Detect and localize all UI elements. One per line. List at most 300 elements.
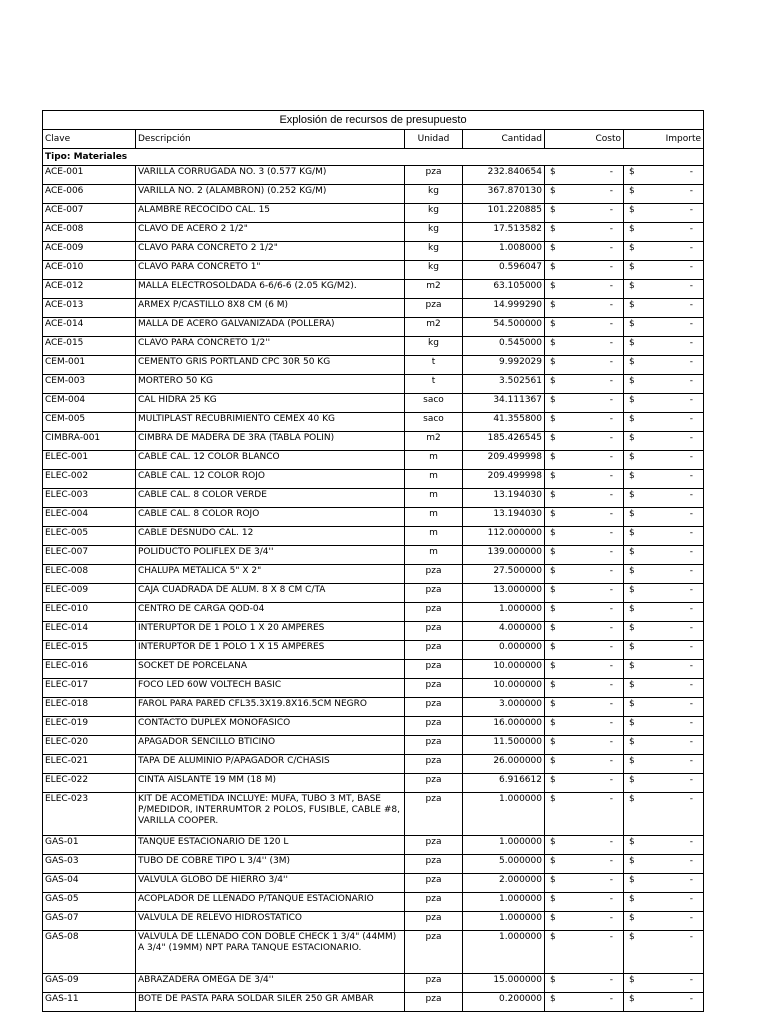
currency-symbol: $ xyxy=(629,300,635,310)
empty-value: - xyxy=(689,281,694,291)
table-row xyxy=(43,931,704,974)
cell-descripcion: VARILLA NO. 2 (ALAMBRON) (0.252 KG/M) xyxy=(136,185,405,204)
cell-cantidad: 10.000000 xyxy=(463,660,545,679)
currency-symbol: $ xyxy=(629,604,635,614)
cell-unidad: pza xyxy=(405,774,463,793)
cell-unidad: m xyxy=(405,489,463,508)
cell-importe xyxy=(624,755,704,774)
cell-cantidad: 367.870130 xyxy=(463,185,545,204)
cell-importe xyxy=(624,793,704,836)
table-row xyxy=(43,546,704,565)
cell-descripcion: CENTRO DE CARGA QOD-04 xyxy=(136,603,405,622)
currency-symbol: $ xyxy=(550,837,556,847)
currency-symbol: $ xyxy=(629,856,635,866)
empty-value: - xyxy=(609,913,613,923)
currency-symbol: $ xyxy=(629,894,635,904)
cell-clave: CEM-003 xyxy=(43,375,136,394)
empty-value: - xyxy=(689,661,694,671)
empty-value: - xyxy=(689,932,694,942)
table-row xyxy=(43,622,704,641)
table-row xyxy=(43,356,704,375)
cell-cantidad: 41.355800 xyxy=(463,413,545,432)
cell-cantidad: 1.000000 xyxy=(463,793,545,836)
currency-symbol: $ xyxy=(550,452,556,462)
currency-symbol: $ xyxy=(550,699,556,709)
cell-importe xyxy=(624,893,704,912)
cell-unidad: pza xyxy=(405,974,463,993)
empty-value: - xyxy=(689,699,694,709)
table-row xyxy=(43,375,704,394)
column-header-costo: Costo xyxy=(545,130,624,149)
currency-symbol: $ xyxy=(629,490,635,500)
cell-unidad: t xyxy=(405,356,463,375)
cell-importe xyxy=(624,974,704,993)
cell-unidad: pza xyxy=(405,993,463,1012)
cell-costo xyxy=(545,836,624,855)
cell-cantidad: 0.545000 xyxy=(463,337,545,356)
empty-value: - xyxy=(609,604,613,614)
table-row xyxy=(43,603,704,622)
cell-unidad: m xyxy=(405,546,463,565)
cell-descripcion: CLAVO PARA CONCRETO 2 1/2" xyxy=(136,242,405,261)
currency-symbol: $ xyxy=(629,452,635,462)
empty-value: - xyxy=(689,994,694,1004)
empty-value: - xyxy=(609,319,613,329)
table-row xyxy=(43,874,704,893)
cell-descripcion: KIT DE ACOMETIDA INCLUYE: MUFA, TUBO 3 MT, BASE P/MEDIDOR, INTERRUMTOR 2 POLOS, FUSIBLE, CABLE #8, VARILLA COOPER. xyxy=(136,793,405,836)
column-header-row xyxy=(43,130,704,149)
currency-symbol: $ xyxy=(550,856,556,866)
table-row xyxy=(43,774,704,793)
empty-value: - xyxy=(609,414,613,424)
cell-cantidad: 139.000000 xyxy=(463,546,545,565)
cell-descripcion: ALAMBRE RECOCIDO CAL. 15 xyxy=(136,204,405,223)
cell-importe xyxy=(624,470,704,489)
cell-unidad: kg xyxy=(405,185,463,204)
cell-cantidad: 0.596047 xyxy=(463,261,545,280)
currency-symbol: $ xyxy=(550,913,556,923)
empty-value: - xyxy=(609,395,613,405)
cell-clave: ELEC-005 xyxy=(43,527,136,546)
cell-costo xyxy=(545,337,624,356)
currency-symbol: $ xyxy=(550,528,556,538)
cell-descripcion: TUBO DE COBRE TIPO L 3/4'' (3M) xyxy=(136,855,405,874)
cell-clave: GAS-03 xyxy=(43,855,136,874)
cell-cantidad: 3.000000 xyxy=(463,698,545,717)
currency-symbol: $ xyxy=(629,338,635,348)
cell-cantidad: 0.000000 xyxy=(463,641,545,660)
currency-symbol: $ xyxy=(550,775,556,785)
cell-cantidad: 0.200000 xyxy=(463,993,545,1012)
empty-value: - xyxy=(609,452,613,462)
cell-importe xyxy=(624,584,704,603)
cell-unidad: pza xyxy=(405,166,463,185)
cell-costo xyxy=(545,679,624,698)
empty-value: - xyxy=(689,357,694,367)
currency-symbol: $ xyxy=(550,319,556,329)
cell-costo xyxy=(545,974,624,993)
empty-value: - xyxy=(609,756,613,766)
cell-importe xyxy=(624,261,704,280)
empty-value: - xyxy=(689,604,694,614)
table-row xyxy=(43,698,704,717)
cell-descripcion: CABLE CAL. 8 COLOR VERDE xyxy=(136,489,405,508)
cell-descripcion: CAJA CUADRADA DE ALUM. 8 X 8 CM C/TA xyxy=(136,584,405,603)
empty-value: - xyxy=(609,975,613,985)
cell-descripcion: VALVULA GLOBO DE HIERRO 3/4'' xyxy=(136,874,405,893)
cell-unidad: pza xyxy=(405,603,463,622)
cell-cantidad: 209.499998 xyxy=(463,470,545,489)
empty-value: - xyxy=(609,661,613,671)
empty-value: - xyxy=(609,875,613,885)
cell-unidad: m2 xyxy=(405,432,463,451)
cell-unidad: pza xyxy=(405,836,463,855)
table-row xyxy=(43,736,704,755)
currency-symbol: $ xyxy=(550,975,556,985)
cell-clave: GAS-04 xyxy=(43,874,136,893)
table-row xyxy=(43,565,704,584)
cell-descripcion: MORTERO 50 KG xyxy=(136,375,405,394)
cell-cantidad: 15.000000 xyxy=(463,974,545,993)
table-row xyxy=(43,679,704,698)
cell-cantidad: 16.000000 xyxy=(463,717,545,736)
cell-clave: ELEC-023 xyxy=(43,793,136,836)
empty-value: - xyxy=(689,509,694,519)
cell-importe xyxy=(624,736,704,755)
cell-descripcion: ABRAZADERA OMEGA DE 3/4'' xyxy=(136,974,405,993)
table-row xyxy=(43,204,704,223)
currency-symbol: $ xyxy=(550,224,556,234)
cell-descripcion: CABLE CAL. 8 COLOR ROJO xyxy=(136,508,405,527)
cell-unidad: kg xyxy=(405,261,463,280)
budget-resources-table xyxy=(42,110,704,1012)
cell-costo xyxy=(545,280,624,299)
cell-costo xyxy=(545,660,624,679)
currency-symbol: $ xyxy=(629,357,635,367)
cell-unidad: m xyxy=(405,470,463,489)
cell-importe xyxy=(624,166,704,185)
table-row xyxy=(43,185,704,204)
cell-importe xyxy=(624,565,704,584)
cell-costo xyxy=(545,755,624,774)
cell-clave: ELEC-014 xyxy=(43,622,136,641)
cell-importe xyxy=(624,912,704,931)
empty-value: - xyxy=(609,338,613,348)
empty-value: - xyxy=(609,300,613,310)
cell-clave: CIMBRA-001 xyxy=(43,432,136,451)
empty-value: - xyxy=(689,205,694,215)
table-row xyxy=(43,755,704,774)
cell-costo xyxy=(545,413,624,432)
cell-importe xyxy=(624,223,704,242)
currency-symbol: $ xyxy=(629,699,635,709)
table-row xyxy=(43,299,704,318)
empty-value: - xyxy=(609,718,613,728)
cell-importe xyxy=(624,489,704,508)
cell-importe xyxy=(624,318,704,337)
section-title: Tipo: Materiales xyxy=(43,149,704,166)
empty-value: - xyxy=(609,894,613,904)
cell-costo xyxy=(545,565,624,584)
cell-importe xyxy=(624,299,704,318)
cell-importe xyxy=(624,679,704,698)
cell-costo xyxy=(545,603,624,622)
cell-cantidad: 13.000000 xyxy=(463,584,545,603)
empty-value: - xyxy=(609,509,613,519)
currency-symbol: $ xyxy=(550,623,556,633)
cell-clave: GAS-08 xyxy=(43,931,136,974)
cell-costo xyxy=(545,993,624,1012)
empty-value: - xyxy=(689,894,694,904)
currency-symbol: $ xyxy=(629,319,635,329)
currency-symbol: $ xyxy=(550,471,556,481)
currency-symbol: $ xyxy=(629,775,635,785)
cell-cantidad: 1.008000 xyxy=(463,242,545,261)
cell-clave: ELEC-009 xyxy=(43,584,136,603)
currency-symbol: $ xyxy=(629,737,635,747)
currency-symbol: $ xyxy=(550,932,556,942)
cell-importe xyxy=(624,641,704,660)
empty-value: - xyxy=(689,186,694,196)
cell-clave: ELEC-019 xyxy=(43,717,136,736)
empty-value: - xyxy=(609,243,613,253)
table-row xyxy=(43,660,704,679)
cell-descripcion: CLAVO PARA CONCRETO 1/2'' xyxy=(136,337,405,356)
currency-symbol: $ xyxy=(629,718,635,728)
empty-value: - xyxy=(609,490,613,500)
table-row xyxy=(43,261,704,280)
cell-cantidad: 1.000000 xyxy=(463,603,545,622)
cell-cantidad: 2.000000 xyxy=(463,874,545,893)
column-header-unidad: Unidad xyxy=(405,130,463,149)
cell-descripcion: MALLA ELECTROSOLDADA 6-6/6-6 (2.05 KG/M2). xyxy=(136,280,405,299)
cell-unidad: pza xyxy=(405,660,463,679)
cell-costo xyxy=(545,508,624,527)
cell-descripcion: MALLA DE ACERO GALVANIZADA (POLLERA) xyxy=(136,318,405,337)
cell-descripcion: POLIDUCTO POLIFLEX DE 3/4'' xyxy=(136,546,405,565)
cell-costo xyxy=(545,931,624,974)
empty-value: - xyxy=(609,623,613,633)
currency-symbol: $ xyxy=(629,376,635,386)
cell-clave: GAS-07 xyxy=(43,912,136,931)
column-header-importe: Importe xyxy=(624,130,704,149)
cell-importe xyxy=(624,185,704,204)
table-row xyxy=(43,337,704,356)
cell-clave: CEM-004 xyxy=(43,394,136,413)
table-row xyxy=(43,855,704,874)
cell-unidad: kg xyxy=(405,242,463,261)
currency-symbol: $ xyxy=(550,205,556,215)
cell-cantidad: 17.513582 xyxy=(463,223,545,242)
cell-cantidad: 1.000000 xyxy=(463,912,545,931)
table-row xyxy=(43,641,704,660)
cell-cantidad: 27.500000 xyxy=(463,565,545,584)
cell-unidad: kg xyxy=(405,204,463,223)
cell-cantidad: 1.000000 xyxy=(463,931,545,974)
cell-descripcion: CABLE DESNUDO CAL. 12 xyxy=(136,527,405,546)
cell-clave: ELEC-018 xyxy=(43,698,136,717)
empty-value: - xyxy=(609,837,613,847)
currency-symbol: $ xyxy=(629,528,635,538)
table-row xyxy=(43,717,704,736)
currency-symbol: $ xyxy=(550,490,556,500)
cell-unidad: pza xyxy=(405,755,463,774)
cell-importe xyxy=(624,874,704,893)
empty-value: - xyxy=(689,585,694,595)
cell-cantidad: 209.499998 xyxy=(463,451,545,470)
empty-value: - xyxy=(689,680,694,690)
currency-symbol: $ xyxy=(550,547,556,557)
currency-symbol: $ xyxy=(629,167,635,177)
currency-symbol: $ xyxy=(550,167,556,177)
empty-value: - xyxy=(689,528,694,538)
cell-unidad: m2 xyxy=(405,280,463,299)
currency-symbol: $ xyxy=(629,794,635,804)
cell-cantidad: 1.000000 xyxy=(463,893,545,912)
cell-clave: ELEC-021 xyxy=(43,755,136,774)
currency-symbol: $ xyxy=(550,243,556,253)
currency-symbol: $ xyxy=(550,604,556,614)
empty-value: - xyxy=(689,775,694,785)
currency-symbol: $ xyxy=(629,566,635,576)
cell-clave: ELEC-022 xyxy=(43,774,136,793)
cell-cantidad: 26.000000 xyxy=(463,755,545,774)
empty-value: - xyxy=(689,737,694,747)
table-row xyxy=(43,893,704,912)
cell-importe xyxy=(624,394,704,413)
cell-unidad: m xyxy=(405,451,463,470)
cell-descripcion: CABLE CAL. 12 COLOR BLANCO xyxy=(136,451,405,470)
currency-symbol: $ xyxy=(550,357,556,367)
currency-symbol: $ xyxy=(629,623,635,633)
table-row xyxy=(43,166,704,185)
currency-symbol: $ xyxy=(550,794,556,804)
empty-value: - xyxy=(689,414,694,424)
cell-descripcion: INTERUPTOR DE 1 POLO 1 X 20 AMPERES xyxy=(136,622,405,641)
cell-clave: ELEC-017 xyxy=(43,679,136,698)
currency-symbol: $ xyxy=(550,718,556,728)
currency-symbol: $ xyxy=(550,566,556,576)
empty-value: - xyxy=(609,680,613,690)
cell-descripcion: INTERUPTOR DE 1 POLO 1 X 15 AMPERES xyxy=(136,641,405,660)
cell-unidad: m2 xyxy=(405,318,463,337)
empty-value: - xyxy=(689,623,694,633)
cell-cantidad: 185.426545 xyxy=(463,432,545,451)
empty-value: - xyxy=(689,975,694,985)
empty-value: - xyxy=(609,205,613,215)
empty-value: - xyxy=(689,167,694,177)
cell-descripcion: TAPA DE ALUMINIO P/APAGADOR C/CHASIS xyxy=(136,755,405,774)
cell-descripcion: VALVULA DE LLENADO CON DOBLE CHECK 1 3/4" (44MM) A 3/4" (19MM) NPT PARA TANQUE ESTACIONARIO. xyxy=(136,931,405,974)
cell-costo xyxy=(545,893,624,912)
cell-cantidad: 10.000000 xyxy=(463,679,545,698)
currency-symbol: $ xyxy=(629,224,635,234)
empty-value: - xyxy=(609,262,613,272)
currency-symbol: $ xyxy=(629,642,635,652)
table-row xyxy=(43,993,704,1012)
cell-clave: ACE-010 xyxy=(43,261,136,280)
cell-descripcion: FOCO LED 60W VOLTECH BASIC xyxy=(136,679,405,698)
table-row xyxy=(43,394,704,413)
empty-value: - xyxy=(689,856,694,866)
empty-value: - xyxy=(689,452,694,462)
currency-symbol: $ xyxy=(550,642,556,652)
cell-costo xyxy=(545,185,624,204)
cell-unidad: m xyxy=(405,508,463,527)
cell-importe xyxy=(624,774,704,793)
cell-clave: ACE-007 xyxy=(43,204,136,223)
currency-symbol: $ xyxy=(629,243,635,253)
cell-descripcion: VALVULA DE RELEVO HIDROSTATICO xyxy=(136,912,405,931)
cell-unidad: pza xyxy=(405,717,463,736)
cell-descripcion: ACOPLADOR DE LLENADO P/TANQUE ESTACIONARIO xyxy=(136,893,405,912)
cell-descripcion: CIMBRA DE MADERA DE 3RA (TABLA POLIN) xyxy=(136,432,405,451)
cell-costo xyxy=(545,774,624,793)
empty-value: - xyxy=(609,433,613,443)
cell-costo xyxy=(545,855,624,874)
cell-descripcion: SOCKET DE PORCELANA xyxy=(136,660,405,679)
cell-clave: ELEC-010 xyxy=(43,603,136,622)
table-row xyxy=(43,223,704,242)
column-header-clave: Clave xyxy=(43,130,136,149)
cell-clave: GAS-09 xyxy=(43,974,136,993)
cell-importe xyxy=(624,451,704,470)
cell-importe xyxy=(624,375,704,394)
table-row xyxy=(43,413,704,432)
cell-cantidad: 6.916612 xyxy=(463,774,545,793)
cell-clave: ACE-014 xyxy=(43,318,136,337)
currency-symbol: $ xyxy=(550,585,556,595)
cell-unidad: t xyxy=(405,375,463,394)
cell-clave: ACE-001 xyxy=(43,166,136,185)
column-header-cantidad: Cantidad xyxy=(463,130,545,149)
empty-value: - xyxy=(609,585,613,595)
cell-importe xyxy=(624,527,704,546)
empty-value: - xyxy=(609,932,613,942)
cell-clave: ELEC-001 xyxy=(43,451,136,470)
currency-symbol: $ xyxy=(629,262,635,272)
empty-value: - xyxy=(689,338,694,348)
cell-clave: ELEC-015 xyxy=(43,641,136,660)
cell-unidad: saco xyxy=(405,413,463,432)
cell-costo xyxy=(545,166,624,185)
empty-value: - xyxy=(689,262,694,272)
currency-symbol: $ xyxy=(550,756,556,766)
currency-symbol: $ xyxy=(629,837,635,847)
cell-clave: ACE-006 xyxy=(43,185,136,204)
empty-value: - xyxy=(609,699,613,709)
empty-value: - xyxy=(689,224,694,234)
cell-clave: ACE-012 xyxy=(43,280,136,299)
cell-costo xyxy=(545,451,624,470)
cell-cantidad: 13.194030 xyxy=(463,508,545,527)
cell-cantidad: 5.000000 xyxy=(463,855,545,874)
cell-descripcion: CHALUPA METALICA 5" X 2" xyxy=(136,565,405,584)
cell-unidad: m xyxy=(405,527,463,546)
cell-importe xyxy=(624,931,704,974)
cell-unidad: pza xyxy=(405,299,463,318)
cell-importe xyxy=(624,508,704,527)
empty-value: - xyxy=(609,737,613,747)
cell-cantidad: 11.500000 xyxy=(463,736,545,755)
currency-symbol: $ xyxy=(629,205,635,215)
currency-symbol: $ xyxy=(629,186,635,196)
currency-symbol: $ xyxy=(550,433,556,443)
table-row xyxy=(43,318,704,337)
empty-value: - xyxy=(609,167,613,177)
table-row xyxy=(43,836,704,855)
currency-symbol: $ xyxy=(550,509,556,519)
